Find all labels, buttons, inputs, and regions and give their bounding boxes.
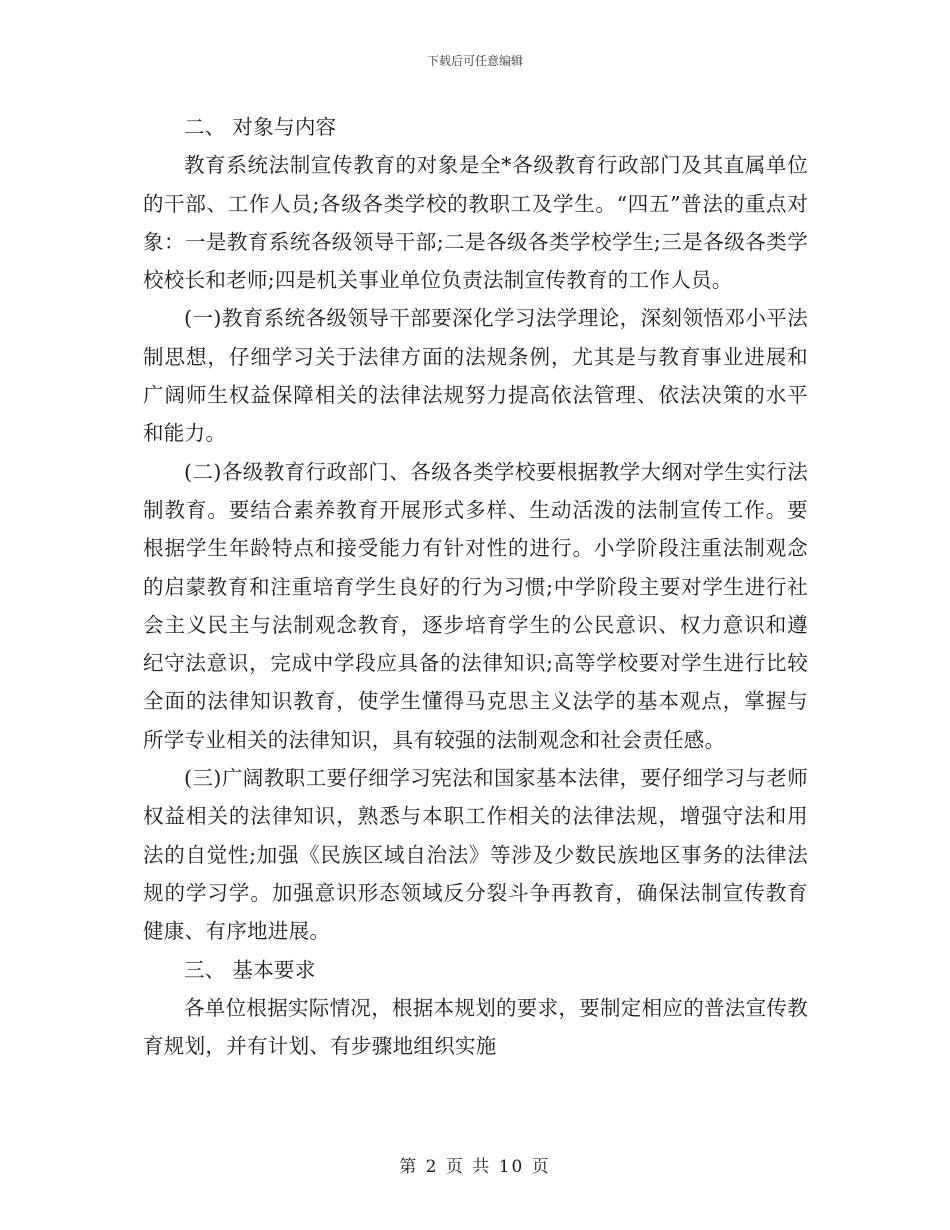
paragraph-item-3: (三)广阔教职工要仔细学习宪法和国家基本法律，要仔细学习与老师权益相关的法律知识，熟悉与本职工作相关的法律法规，增强守法和用法的自觉性;加强《民族区域自治法》等涉及少数民族地区事务的法律法规的学习学。加强意识形态领域反分裂斗争再教育，确保法制宣传教育健康、有序地进展。 (143, 766, 808, 944)
document-body (143, 108, 808, 1065)
paragraph-item-2: (二)各级教育行政部门、各级各类学校要根据教学大纲对学生实行法制教育。要结合素养教育开展形式多样、生动活泼的法制宣传工作。要根据学生年龄特点和接受能力有针对性的进行。小学阶段注重法制观念的启蒙教育和注重培育学生良好的行为习惯;中学阶段主要对学生进行社会主义民主与法制观念教育，逐步培育学生的公民意识、权力意识和遵纪守法意识，完成中学段应具备的法律知识;高等学校要对学生进行比较全面的法律知识教育，使学生懂得马克思主义法学的基本观点，掌握与所学专业相关的法律知识，具有较强的法制观念和社会责任感。 (143, 459, 808, 752)
paragraph-requirements: 各单位根据实际情况，根据本规划的要求，要制定相应的普法宣传教育规划，并有计划、有步骤地组织实施 (143, 995, 808, 1059)
page-number-footer: 第 2 页 共 10 页 (399, 1157, 551, 1177)
paragraph-audience: 教育系统法制宣传教育的对象是全*各级教育行政部门及其直属单位的干部、工作人员;各级各类学校的教职工及学生。“四五”普法的重点对象：一是教育系统各级领导干部;二是各级各类学校学生;三是各级各类学校校长和老师;四是机关事业单位负责法制宣传教育的工作人员。 (143, 153, 808, 293)
section-heading-3: 三、 基本要求 (184, 957, 316, 982)
paragraph-item-1: (一)教育系统各级领导干部要深化学习法学理论，深刻领悟邓小平法制思想，仔细学习关于法律方面的法规条例，尤其是与教育事业进展和广阔师生权益保障相关的法律法规努力提高依法管理、依法决策的水平和能力。 (143, 306, 808, 446)
section-heading-2: 二、 对象与内容 (184, 115, 337, 139)
header-note: 下载后可任意编辑 (426, 54, 523, 68)
